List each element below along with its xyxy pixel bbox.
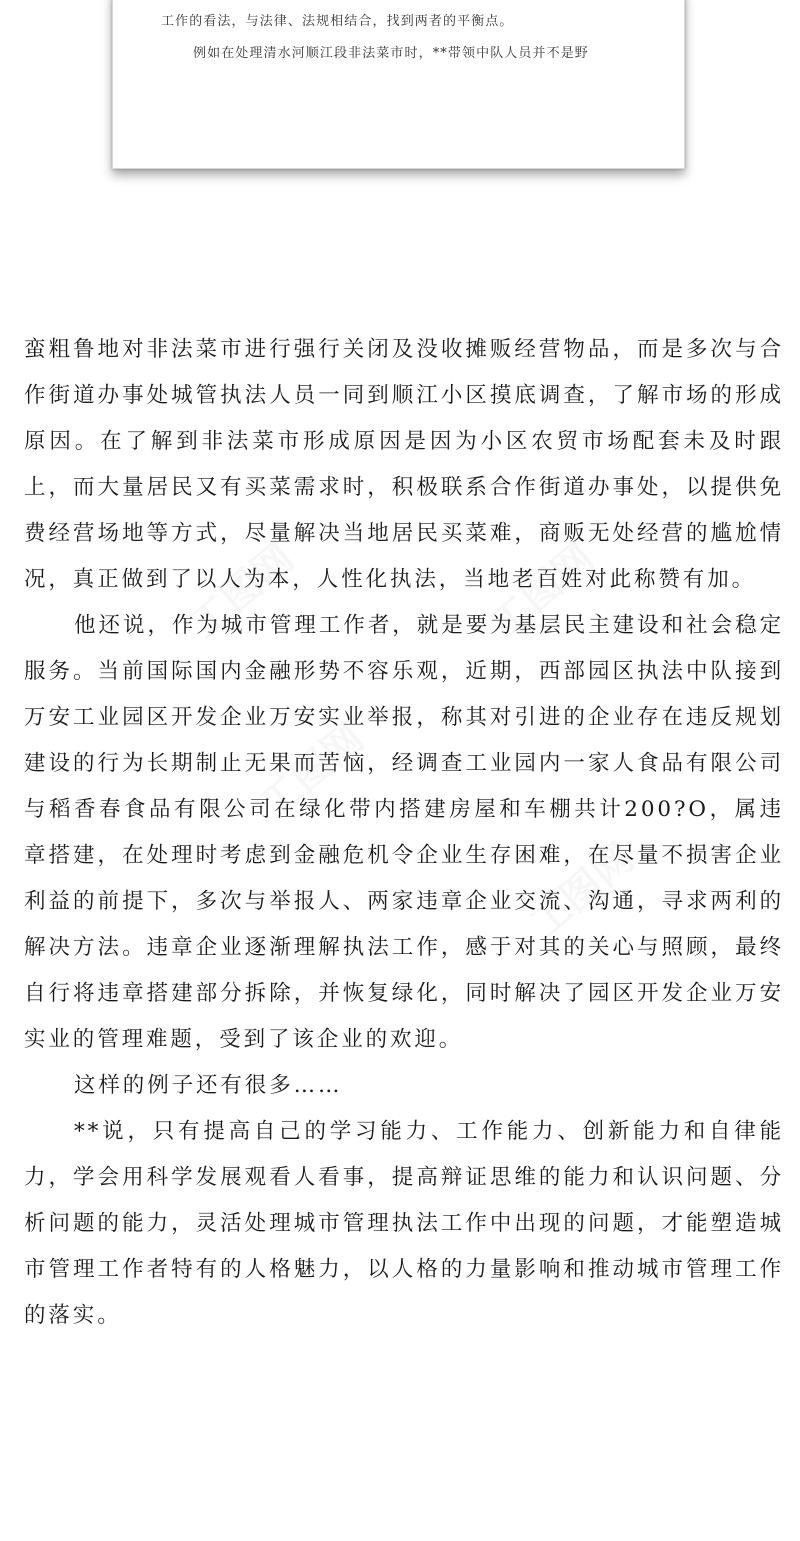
paragraph: 他还说，作为城市管理工作者，就是要为基层民主建设和社会稳定服务。当前国际国内金融形势不容乐观，近期，西部园区执法中队接到万安工业园区开发企业万安实业举报，称其对引进的企业存在违反规划建设的行为长期制止无果而苦恼，经调查工业园内一家人食品有限公司与稻香春食品有限公司在绿化带内搭建房屋和车棚共计200?O，属违章搭建，在处理时考虑到金融危机令企业生存困难，在尽量不损害企业利益的前提下，多次与举报人、两家违章企业交流、沟通，寻求两利的解决方法。违章企业逐渐理解执法工作，感于对其的关心与照顾，最终自行将违章搭建部分拆除，并恢复绿化，同时解决了园区开发企业万安实业的管理难题，受到了该企业的欢迎。 [24, 613, 784, 1052]
page-preview-card [112, 0, 685, 169]
paragraph: **说，只有提高自己的学习能力、工作能力、创新能力和自律能力，学会用科学发展观看人看事，提高辩证思维的能力和认识问题、分析问题的能力，灵活处理城市管理执法工作中出现的问题，才能塑造城市管理工作者特有的人格魅力，以人格的力量影响和推动城市管理工作的落实。 [24, 1119, 784, 1328]
document-body [24, 327, 784, 1339]
paragraph: 蛮粗鲁地对非法菜市进行强行关闭及没收摊贩经营物品，而是多次与合作街道办事处城管执法人员一同到顺江小区摸底调查，了解市场的形成原因。在了解到非法菜市形成原因是因为小区农贸市场配套未及时跟上，而大量居民又有买菜需求时，积极联系合作街道办事处，以提供免费经营场地等方式，尽量解决当地居民买菜难，商贩无处经营的尴尬情况，真正做到了以人为本，人性化执法，当地老百姓对此称赞有加。 [24, 337, 784, 592]
preview-text-line: 例如在处理清水河顺江段非法菜市时，**带领中队人员并不是野 [193, 46, 589, 61]
preview-text-line: 工作的看法，与法律、法规相结合，找到两者的平衡点。 [161, 14, 514, 29]
paragraph: 这样的例子还有很多…… [74, 1073, 343, 1098]
